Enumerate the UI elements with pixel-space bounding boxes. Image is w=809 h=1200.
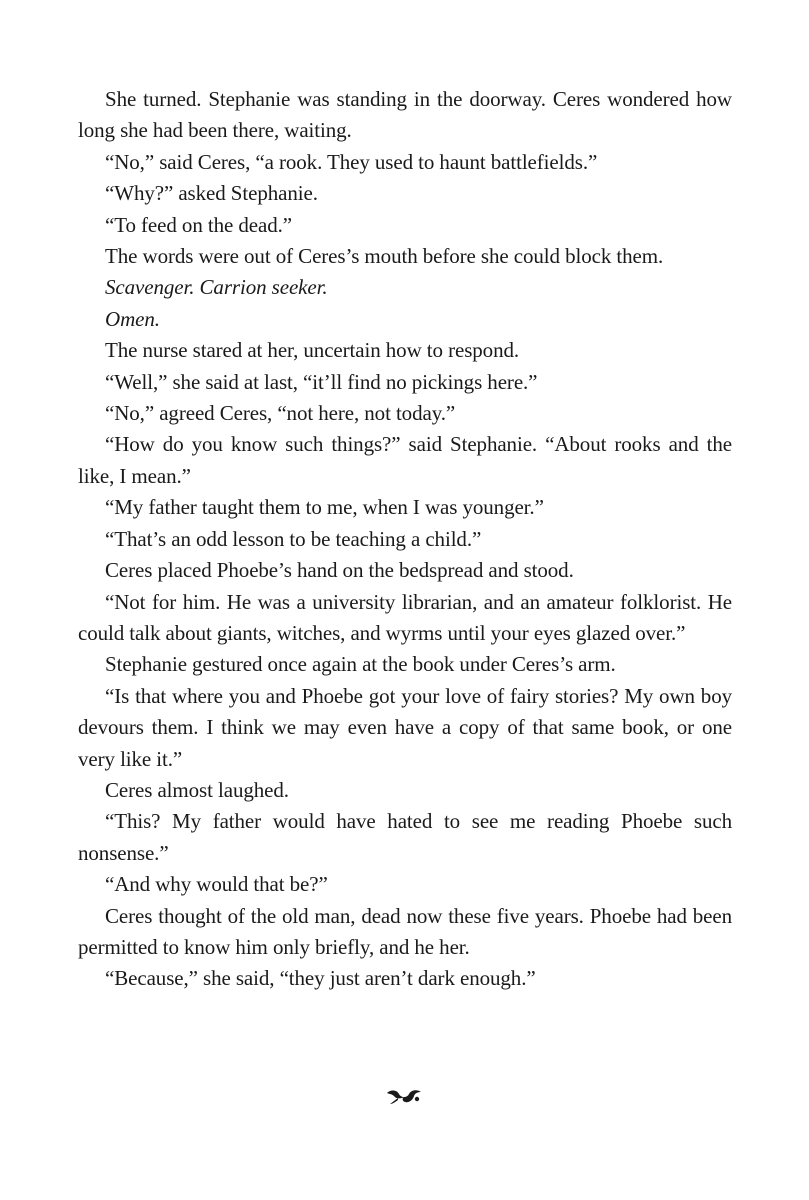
book-page-text bbox=[78, 84, 732, 995]
paragraph-5: The words were out of Ceres’s mouth before she could block them. bbox=[105, 244, 664, 269]
paragraph-8: The nurse stared at her, uncertain how to respond. bbox=[105, 338, 520, 363]
paragraph-20: “And why would that be?” bbox=[105, 872, 328, 897]
paragraph-15: “Not for him. He was a university librarian, and an amateur folklorist. He could talk about giants, witches, and wyrms until your eyes glazed over.” bbox=[78, 589, 732, 645]
paragraph-9: “Well,” she said at last, “it’ll find no pickings here.” bbox=[105, 369, 538, 394]
paragraph-4: “To feed on the dead.” bbox=[105, 212, 292, 237]
paragraph-10: “No,” agreed Ceres, “not here, not today.” bbox=[105, 401, 456, 426]
fleuron-ornament-icon bbox=[384, 1086, 424, 1106]
paragraph-14: Ceres placed Phoebe’s hand on the bedspread and stood. bbox=[105, 558, 574, 583]
paragraph-21: Ceres thought of the old man, dead now these five years. Phoebe had been permitted to know him only briefly, and he her. bbox=[78, 903, 732, 959]
paragraph-3: “Why?” asked Stephanie. bbox=[105, 181, 318, 206]
paragraph-2: “No,” said Ceres, “a rook. They used to haunt battlefields.” bbox=[105, 149, 598, 174]
paragraph-17: “Is that where you and Phoebe got your love of fairy stories? My own boy devours them. I think we may even have a copy of that same book, or one very like it.” bbox=[78, 683, 732, 771]
paragraph-6-italic: Scavenger. Carrion seeker. bbox=[105, 275, 328, 300]
paragraph-18: Ceres almost laughed. bbox=[105, 777, 289, 802]
paragraph-1: She turned. Stephanie was standing in the doorway. Ceres wondered how long she had been there, waiting. bbox=[78, 87, 732, 143]
paragraph-13: “That’s an odd lesson to be teaching a child.” bbox=[105, 526, 482, 551]
paragraph-12: “My father taught them to me, when I was younger.” bbox=[105, 495, 544, 520]
paragraph-22: “Because,” she said, “they just aren’t dark enough.” bbox=[105, 966, 536, 991]
paragraph-11: “How do you know such things?” said Stephanie. “About rooks and the like, I mean.” bbox=[78, 432, 732, 488]
paragraph-19: “This? My father would have hated to see me reading Phoebe such nonsense.” bbox=[78, 809, 732, 865]
paragraph-16: Stephanie gestured once again at the book under Ceres’s arm. bbox=[105, 652, 616, 677]
paragraph-7-italic: Omen. bbox=[105, 306, 160, 331]
